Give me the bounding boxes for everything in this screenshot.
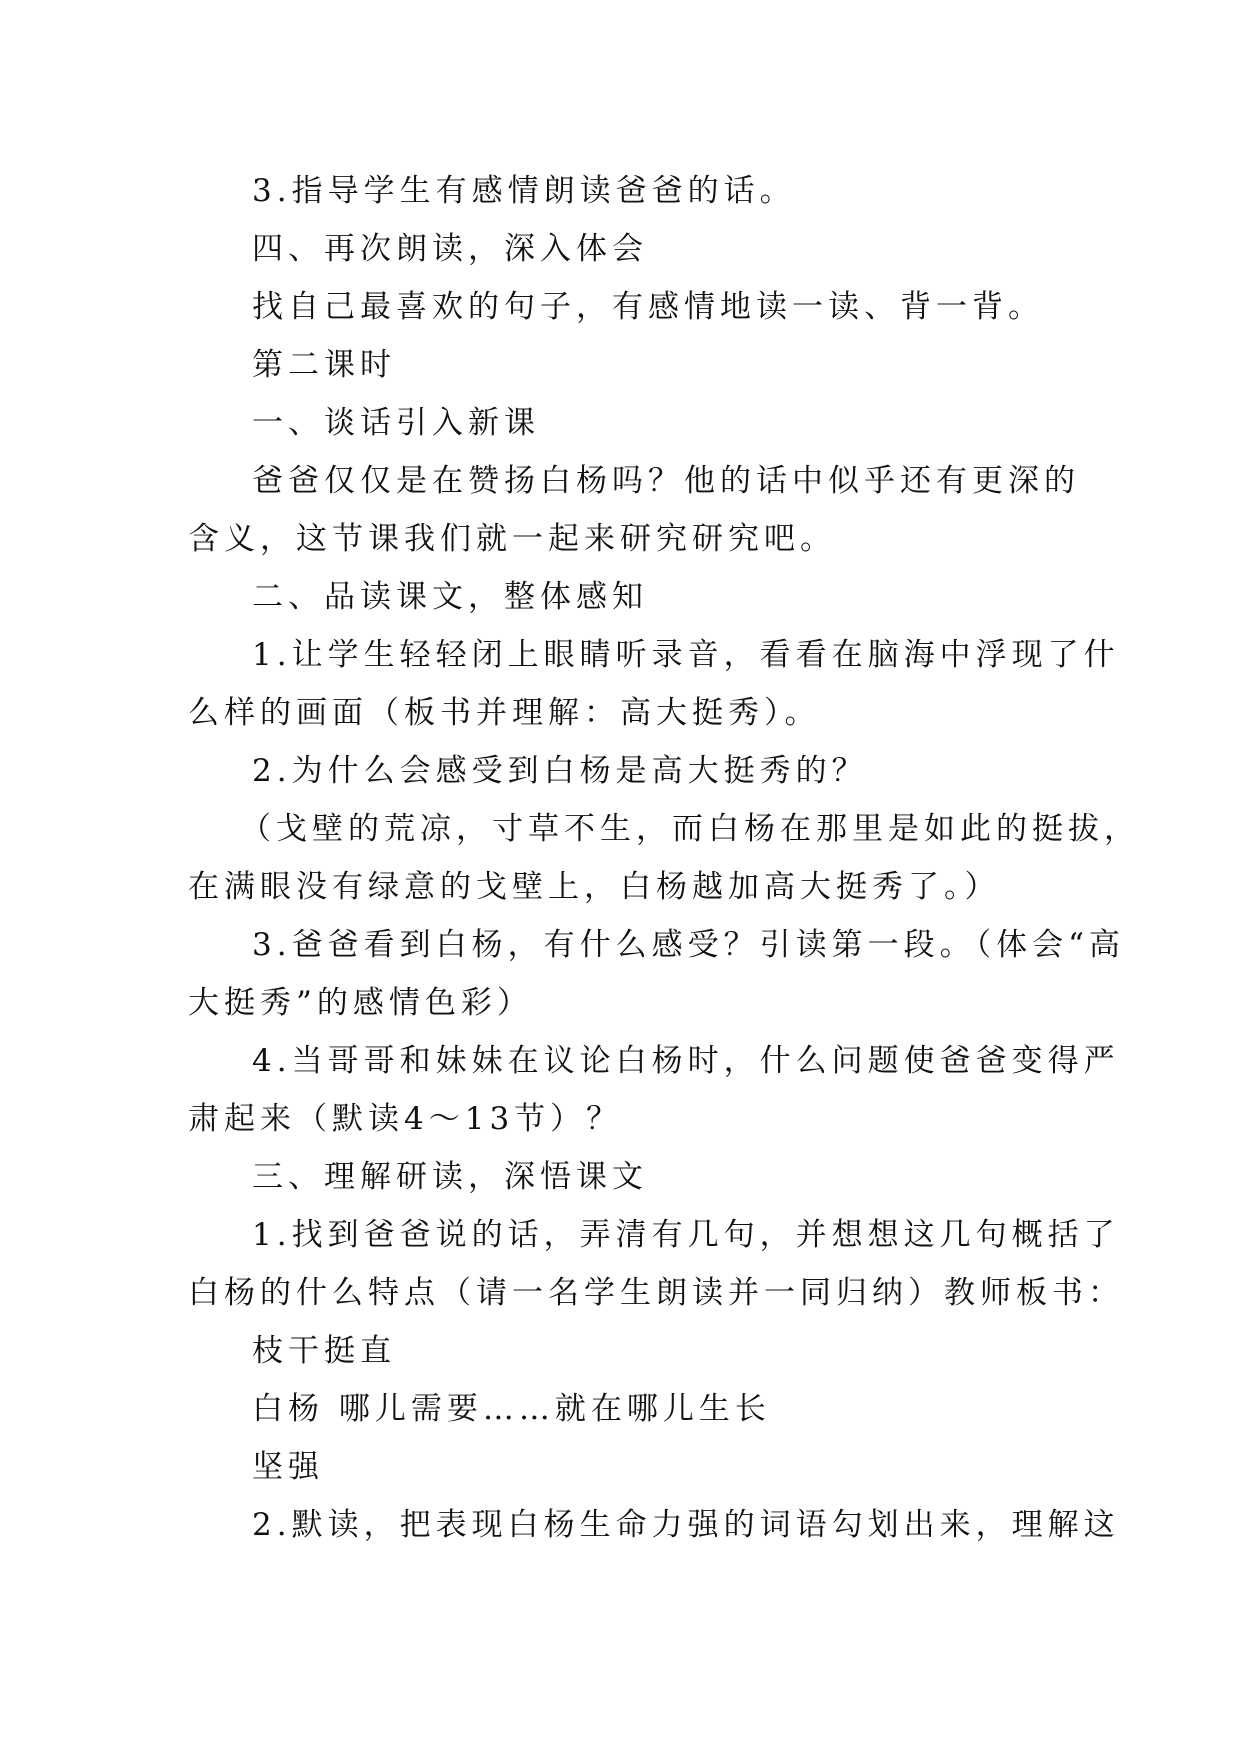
- paragraph: 找自己最喜欢的句子，有感情地读一读、背一背。: [252, 289, 1044, 325]
- paragraph: 4.当哥哥和妹妹在议论白杨时，什么问题使爸爸变得严: [252, 1043, 1120, 1079]
- paragraph: 2.默读，把表现白杨生命力强的词语勾划出来，理解这: [252, 1507, 1120, 1543]
- section-heading: 四、再次朗读，深入体会: [252, 231, 648, 267]
- section-heading: 二、品读课文，整体感知: [252, 579, 648, 615]
- paragraph-continuation: 么样的画面（板书并理解：高大挺秀）。: [188, 695, 821, 731]
- paragraph: 2.为什么会感受到白杨是高大挺秀的？: [252, 753, 868, 789]
- paragraph: 1.找到爸爸说的话，弄清有几句，并想想这几句概括了: [252, 1217, 1120, 1253]
- paragraph: 1.让学生轻轻闭上眼睛听录音，看看在脑海中浮现了什: [252, 637, 1120, 673]
- paragraph-continuation: 含义，这节课我们就一起来研究研究吧。: [188, 521, 836, 557]
- board-note-line: 坚强: [252, 1449, 324, 1485]
- document-body: [188, 162, 1140, 1554]
- paragraph-continuation: 在满眼没有绿意的戈壁上，白杨越加高大挺秀了。）: [188, 869, 1001, 905]
- board-note-line: 枝干挺直: [252, 1333, 396, 1369]
- lesson-heading: 第二课时: [252, 347, 396, 383]
- paragraph: 3.指导学生有感情朗读爸爸的话。: [252, 173, 796, 209]
- paragraph: （戈壁的荒凉，寸草不生，而白杨在那里是如此的挺拔，: [240, 811, 1140, 847]
- paragraph-continuation: 大挺秀”的感情色彩）: [188, 985, 533, 1021]
- section-heading: 一、谈话引入新课: [252, 405, 540, 441]
- section-heading: 三、理解研读，深悟课文: [252, 1159, 648, 1195]
- paragraph-continuation: 白杨的什么特点（请一名学生朗读并一同归纳）教师板书：: [188, 1275, 1124, 1311]
- board-note-line: 白杨 哪儿需要……就在哪儿生长: [252, 1391, 771, 1427]
- paragraph: 爸爸仅仅是在赞扬白杨吗？他的话中似乎还有更深的: [252, 463, 1080, 499]
- paragraph-continuation: 肃起来（默读4～13节）？: [188, 1101, 623, 1137]
- paragraph: 3.爸爸看到白杨，有什么感受？引读第一段。（体会“高: [252, 927, 1125, 963]
